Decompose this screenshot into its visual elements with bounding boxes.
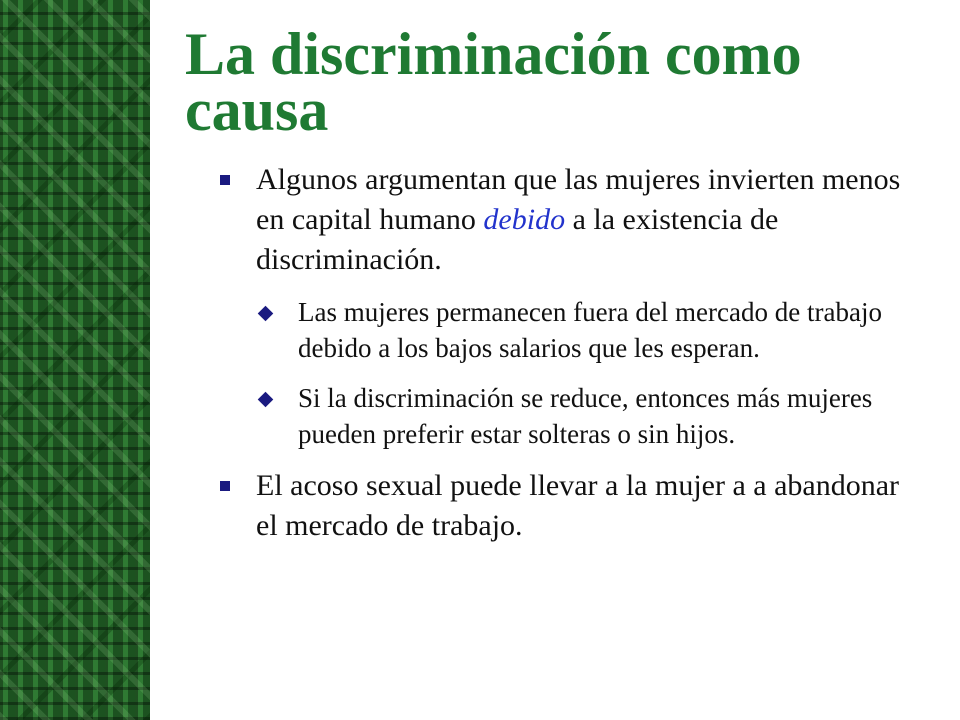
- bullet-1-emphasis: debido: [483, 203, 566, 236]
- slide-content: [220, 160, 920, 560]
- sub-bullet-2: [220, 380, 920, 452]
- bullet-1: [220, 160, 920, 280]
- square-bullet-icon: [220, 481, 230, 491]
- sub-bullet-2-text: Si la discriminación se reduce, entonces más mujeres pueden preferir estar solteras o sin hijos.: [298, 383, 873, 449]
- slide-title: La discriminación como causa: [185, 21, 802, 143]
- bullet-2-text: El acoso sexual puede llevar a la mujer a a abandonar el mercado de trabajo.: [256, 469, 900, 542]
- square-bullet-icon: [220, 175, 230, 185]
- sub-bullet-1-text: Las mujeres permanecen fuera del mercado de trabajo debido a los bajos salarios que les esperan.: [298, 297, 882, 363]
- diamond-bullet-icon: [258, 392, 274, 408]
- bullet-1-text-after: a la existencia de discriminación.: [256, 203, 779, 276]
- sub-bullet-1: [220, 294, 920, 366]
- decorative-sidebar: [0, 0, 150, 720]
- bullet-1-text-before: Algunos argumentan que las mujeres invierten menos en capital humano: [256, 163, 901, 236]
- diamond-bullet-icon: [258, 306, 274, 322]
- bullet-2: [220, 466, 920, 546]
